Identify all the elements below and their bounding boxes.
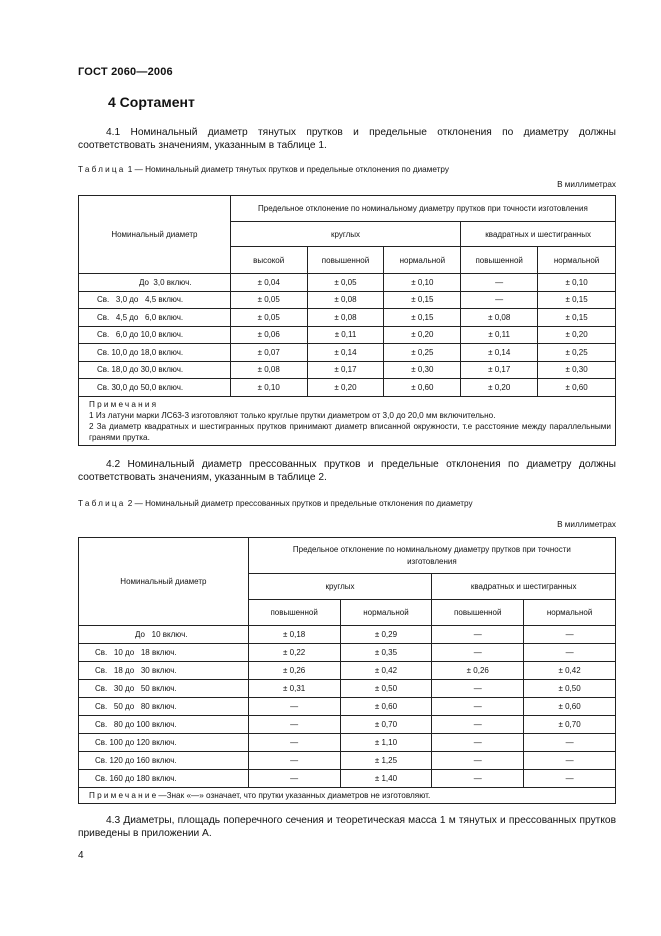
- table-cell: ± 0,60: [384, 379, 461, 397]
- table-cell: —: [461, 291, 538, 309]
- table-cell: ± 0,15: [384, 309, 461, 327]
- table1-notes-title: Примечания: [89, 399, 159, 409]
- row-label: Св. 10 до 18 включ.: [79, 644, 249, 662]
- table2-caption-text: 2 — Номинальный диаметр прессованных прутков и предельные отклонения по диаметру: [125, 499, 473, 508]
- row-label: Св. 3,0 до 4,5 включ.: [79, 291, 231, 309]
- table1-col-diameter: Номинальный диаметр: [79, 196, 231, 274]
- table-cell: ± 0,20: [538, 326, 616, 344]
- table1-note-1: 1 Из латуни марки ЛС63-3 изготовляют только круглые прутки диаметром от 3,0 до 20,0 мм включительно.: [89, 410, 496, 420]
- table2-note: [79, 788, 616, 804]
- table2-note-text: —Знак «—» означает, что прутки указанных диаметров не изготовляют.: [158, 791, 431, 800]
- table1-col-deviation: Предельное отклонение по номинальному диаметру прутков при точности изготовления: [230, 196, 615, 222]
- table1-sub-header: высокой: [230, 247, 307, 274]
- table-cell: —: [432, 770, 524, 788]
- table-row: [79, 626, 616, 644]
- row-label: Св. 6,0 до 10,0 включ.: [79, 326, 231, 344]
- table-row: [79, 361, 616, 379]
- table-cell: —: [432, 644, 524, 662]
- table-cell: ± 0,42: [340, 662, 432, 680]
- page-number: 4: [78, 850, 84, 861]
- table-cell: ± 0,60: [538, 379, 616, 397]
- table2-col-round: круглых: [248, 574, 432, 600]
- table-cell: ± 0,08: [307, 291, 384, 309]
- table-cell: ± 0,30: [384, 361, 461, 379]
- row-label: До 10 включ.: [79, 626, 249, 644]
- table-cell: ± 0,29: [340, 626, 432, 644]
- table2-sub-header: повышенной: [248, 600, 340, 626]
- document-header: ГОСТ 2060—2006: [78, 66, 173, 78]
- paragraph-4-3-text: 4.3 Диаметры, площадь поперечного сечения и теоретическая масса 1 м тянутых и прессованных прутков приведены в приложении А.: [78, 815, 616, 839]
- table-cell: ± 0,50: [340, 680, 432, 698]
- table-cell: ± 0,10: [230, 379, 307, 397]
- table-cell: —: [248, 734, 340, 752]
- table2-note-title: Примечание: [89, 791, 159, 800]
- table-row: [79, 326, 616, 344]
- table2-units: В миллиметрах: [557, 520, 616, 529]
- table-row: [79, 752, 616, 770]
- table-cell: —: [248, 716, 340, 734]
- table-cell: ± 0,10: [538, 274, 616, 292]
- table-cell: ± 0,22: [248, 644, 340, 662]
- table-cell: ± 0,17: [307, 361, 384, 379]
- table-cell: ± 0,15: [538, 309, 616, 327]
- row-label: Св. 80 до 100 включ.: [79, 716, 249, 734]
- table-cell: ± 1,10: [340, 734, 432, 752]
- table1-sub-header: повышенной: [307, 247, 384, 274]
- table-cell: ± 0,08: [307, 309, 384, 327]
- table-row: [79, 291, 616, 309]
- table2-col-diameter: Номинальный диаметр: [79, 538, 249, 626]
- table-1: [78, 195, 616, 446]
- table-row: [79, 644, 616, 662]
- table-row: [79, 309, 616, 327]
- table1-col-square: квадратных и шестигранных: [461, 222, 616, 247]
- table-cell: ± 0,10: [384, 274, 461, 292]
- table-row: [79, 344, 616, 362]
- table-row: [79, 662, 616, 680]
- table-cell: ± 0,08: [230, 361, 307, 379]
- table-cell: ± 0,25: [538, 344, 616, 362]
- table-cell: —: [524, 752, 616, 770]
- table-cell: ± 0,05: [307, 274, 384, 292]
- table-row: [79, 698, 616, 716]
- table-cell: ± 0,08: [461, 309, 538, 327]
- table-cell: ± 0,18: [248, 626, 340, 644]
- table-cell: —: [432, 734, 524, 752]
- table-2: [78, 537, 616, 804]
- table-cell: ± 0,20: [307, 379, 384, 397]
- table1-sub-header: повышенной: [461, 247, 538, 274]
- table-cell: —: [432, 716, 524, 734]
- table-cell: ± 0,70: [524, 716, 616, 734]
- row-label: Св. 18,0 до 30,0 включ.: [79, 361, 231, 379]
- table1-note-2: 2 За диаметр квадратных и шестигранных прутков принимают диаметр вписанной окружности, т.е расстояние между параллельными гранями прутка.: [89, 421, 611, 442]
- table-cell: —: [432, 680, 524, 698]
- table1-units: В миллиметрах: [557, 180, 616, 189]
- row-label: Св. 50 до 80 включ.: [79, 698, 249, 716]
- row-label: Св. 4,5 до 6,0 включ.: [79, 309, 231, 327]
- table-cell: ± 0,05: [230, 309, 307, 327]
- table2-col-square: квадратных и шестигранных: [432, 574, 616, 600]
- table-cell: ± 0,11: [307, 326, 384, 344]
- table-cell: ± 0,20: [461, 379, 538, 397]
- table-cell: ± 0,31: [248, 680, 340, 698]
- table-cell: ± 1,40: [340, 770, 432, 788]
- table-cell: —: [461, 274, 538, 292]
- table2-sub-header: повышенной: [432, 600, 524, 626]
- table-cell: ± 0,11: [461, 326, 538, 344]
- table-cell: ± 0,50: [524, 680, 616, 698]
- table1-caption-prefix: Таблица: [78, 165, 126, 174]
- row-label: Св. 30,0 до 50,0 включ.: [79, 379, 231, 397]
- row-label: До 3,0 включ.: [79, 274, 231, 292]
- paragraph-4-2-text: 4.2 Номинальный диаметр прессованных прутков и предельные отклонения по диаметру должны соответствовать значениям, указанным в таблице 2.: [78, 459, 616, 483]
- table-row: [79, 680, 616, 698]
- table-row: [79, 379, 616, 397]
- table1-notes: [79, 396, 616, 445]
- table-cell: —: [524, 626, 616, 644]
- table-cell: ± 1,25: [340, 752, 432, 770]
- paragraph-4-2: [78, 458, 616, 484]
- table-cell: ± 0,14: [461, 344, 538, 362]
- table-cell: ± 0,42: [524, 662, 616, 680]
- table-cell: —: [524, 734, 616, 752]
- table-cell: —: [524, 644, 616, 662]
- table-cell: —: [524, 770, 616, 788]
- table-cell: ± 0,25: [384, 344, 461, 362]
- table-cell: —: [248, 698, 340, 716]
- table-cell: —: [432, 752, 524, 770]
- table1-caption-text: 1 — Номинальный диаметр тянутых прутков и предельные отклонения по диаметру: [125, 165, 449, 174]
- table1-sub-header: нормальной: [538, 247, 616, 274]
- table-cell: ± 0,60: [340, 698, 432, 716]
- row-label: Св. 30 до 50 включ.: [79, 680, 249, 698]
- table-cell: ± 0,30: [538, 361, 616, 379]
- paragraph-4-1-text: 4.1 Номинальный диаметр тянутых прутков и предельные отклонения по диаметру должны соответствовать значениям, указанным в таблице 1.: [78, 127, 616, 151]
- paragraph-4-3: [78, 814, 616, 840]
- table-cell: ± 0,60: [524, 698, 616, 716]
- table1-caption: [78, 165, 449, 174]
- table-cell: —: [432, 698, 524, 716]
- table2-col-deviation: Предельное отклонение по номинальному диаметру прутков при точности изготовления: [248, 538, 615, 574]
- table1-col-round: круглых: [230, 222, 460, 247]
- row-label: Св. 160 до 180 включ.: [79, 770, 249, 788]
- table-cell: ± 0,15: [384, 291, 461, 309]
- table-cell: ± 0,20: [384, 326, 461, 344]
- row-label: Св. 10,0 до 18,0 включ.: [79, 344, 231, 362]
- table2-caption-prefix: Таблица: [78, 499, 126, 508]
- table-cell: ± 0,26: [432, 662, 524, 680]
- table-row: [79, 274, 616, 292]
- table-row: [79, 734, 616, 752]
- row-label: Св. 120 до 160 включ.: [79, 752, 249, 770]
- table-cell: ± 0,14: [307, 344, 384, 362]
- table-cell: ± 0,35: [340, 644, 432, 662]
- table-cell: ± 0,70: [340, 716, 432, 734]
- table2-caption: [78, 499, 473, 508]
- table-cell: —: [432, 626, 524, 644]
- table1-sub-header: нормальной: [384, 247, 461, 274]
- table-row: [79, 716, 616, 734]
- table-row: [79, 770, 616, 788]
- table-cell: —: [248, 770, 340, 788]
- row-label: Св. 100 до 120 включ.: [79, 734, 249, 752]
- table-cell: ± 0,05: [230, 291, 307, 309]
- table-cell: ± 0,15: [538, 291, 616, 309]
- table-cell: —: [248, 752, 340, 770]
- table-cell: ± 0,26: [248, 662, 340, 680]
- table-cell: ± 0,06: [230, 326, 307, 344]
- table-cell: ± 0,07: [230, 344, 307, 362]
- table-cell: ± 0,17: [461, 361, 538, 379]
- table2-sub-header: нормальной: [340, 600, 432, 626]
- table2-sub-header: нормальной: [524, 600, 616, 626]
- section-title: 4 Сортамент: [108, 94, 195, 110]
- paragraph-4-1: [78, 126, 616, 152]
- row-label: Св. 18 до 30 включ.: [79, 662, 249, 680]
- table-cell: ± 0,04: [230, 274, 307, 292]
